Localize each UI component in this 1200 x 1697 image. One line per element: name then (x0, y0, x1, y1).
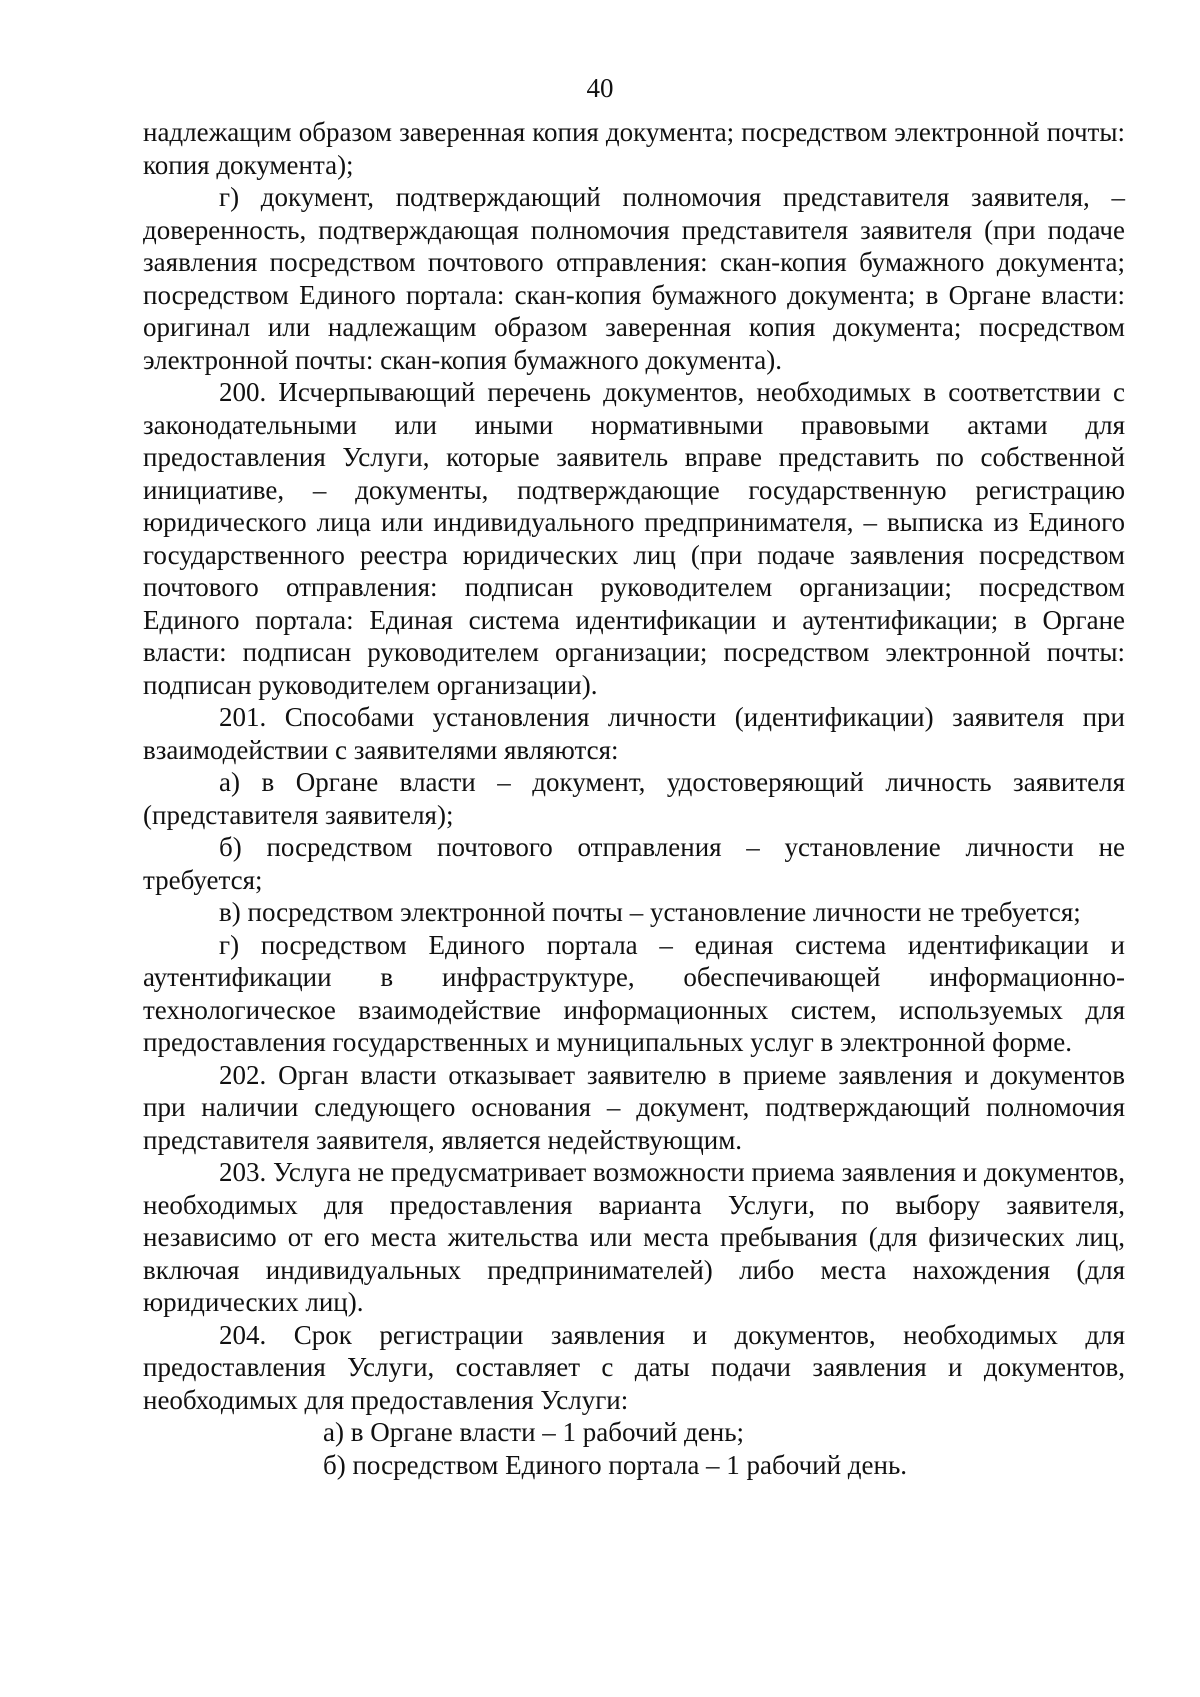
document-body (143, 116, 1125, 1481)
paragraph-204: 204. Срок регистрации заявления и документов, необходимых для предоставления Услуги, составляет с даты подачи заявления и документов, необходимых для предоставления Услуги: (143, 1319, 1125, 1415)
paragraph-201-item-g: г) посредством Единого портала – единая система идентификации и аутентификации в инфраструктуре, обеспечивающей информационно-технологическое взаимодействие информационных систем, используемых для предоставления государственных и муниципальных услуг в электронной форме. (143, 929, 1125, 1057)
paragraph-201-item-b: б) посредством почтового отправления – установление личности не требуется; (143, 832, 1125, 895)
paragraph-202: 202. Орган власти отказывает заявителю в приеме заявления и документов при наличии следующего основания – документ, подтверждающий полномочия представителя заявителя, является недействующим. (143, 1059, 1125, 1155)
paragraph-204-item-a: а) в Органе власти – 1 рабочий день; (323, 1417, 745, 1447)
paragraph-201-item-a: а) в Органе власти – документ, удостоверяющий личность заявителя (представителя заявителя); (143, 767, 1125, 830)
page-number: 40 (586, 73, 614, 103)
paragraph-item-g-authority-document: г) документ, подтверждающий полномочия представителя заявителя, – доверенность, подтверждающая полномочия представителя заявителя (при подаче заявления посредством почтового отправления: скан-копия бумажного документа; посредством Единого портала: скан-копия бумажного документа; в Органе власти: оригинал или надлежащим образом заверенная копия документа; посредством электронной почты: скан-копия бумажного документа). (143, 182, 1125, 375)
paragraph-201-item-v: в) посредством электронной почты – установление личности не требуется; (219, 897, 1081, 927)
paragraph-continuation: надлежащим образом заверенная копия документа; посредством электронной почты: копия документа); (143, 117, 1125, 180)
paragraph-203: 203. Услуга не предусматривает возможности приема заявления и документов, необходимых для предоставления варианта Услуги, по выбору заявителя, независимо от его места жительства или места пребывания (для физических лиц, включая индивидуальных предпринимателей) либо места нахождения (для юридических лиц). (143, 1157, 1125, 1317)
paragraph-204-item-b: б) посредством Единого портала – 1 рабочий день. (323, 1449, 908, 1480)
paragraph-200: 200. Исчерпывающий перечень документов, необходимых в соответствии с законодательными или иными нормативными правовыми актами для предоставления Услуги, которые заявитель вправе представить по собственной инициативе, – документы, подтверждающие государственную регистрацию юридического лица или индивидуального предпринимателя, – выписка из Единого государственного реестра юридических лиц (при подаче заявления посредством почтового отправления: подписан руководителем организации; посредством Единого портала: Единая система идентификации и аутентификации; в Органе власти: подписан руководителем организации; посредством электронной почты: подписан руководителем организации). (143, 377, 1125, 700)
paragraph-201: 201. Способами установления личности (идентификации) заявителя при взаимодействии с заявителями являются: (143, 702, 1125, 765)
